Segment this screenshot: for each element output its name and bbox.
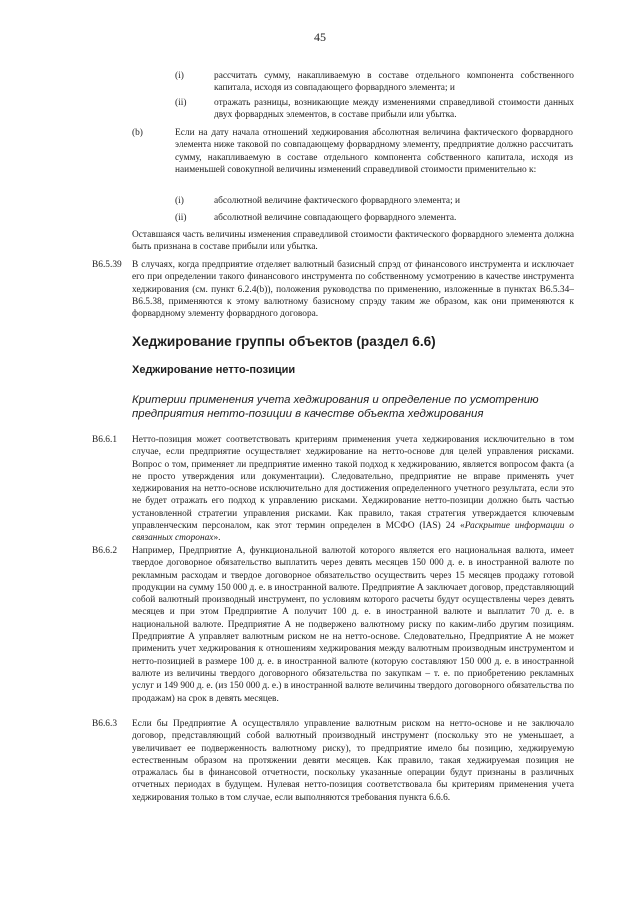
remaining-text: Оставшаяся часть величины изменения справедливой стоимости фактического форвардного элемента должна быть признана в составе прибыли или убытка. — [132, 230, 574, 253]
paragraph-text — [132, 434, 574, 545]
item-text: Если на дату начала отношений хеджирования абсолютная величина фактического форвардного элемента ниже таковой по совпадающему форвардному элементу, предприятие должно рассчитать сумму, накапливаемую в составе отдельного компонента собственного капитала, исходя из наименьшей совокупной величины изменений справедливой стоимости применительно к: — [175, 128, 573, 175]
item-label: (ii) — [175, 98, 187, 108]
standard-title: Раскрытие информации о связанных сторонах — [132, 521, 574, 544]
paragraph-number: B6.6.3 — [92, 719, 118, 729]
item-text: абсолютной величине фактического форвардного элемента; и — [214, 196, 461, 206]
paragraph-text: В случаях, когда предприятие отделяет валютный базисный спрэд от финансового инструмента и исключает его при определении такого финансового инструмента по собственному усмотрению в качестве инструмента хеджирования (см. пункт 6.2.4(b)), положения руководства по применению, изложенные в пунктах B6.5.34–B6.5.38, применяются к этому валютному базисному спрэду таким же образом, как они применяются к форвардному элементу форвардного договора. — [132, 260, 574, 320]
item-label: (b) — [132, 128, 143, 138]
item-text: абсолютной величине совпадающего форвардного элемента. — [214, 213, 457, 223]
italic-subheading: Критерии применения учета хеджирования и определение по усмотрению предприятия нетто-позиции в качестве объекта хеджирования — [132, 394, 539, 420]
item-text: отражать разницы, возникающие между изменениями справедливой стоимости данных двух форвардных элементов, в составе прибыли или убытка. — [214, 98, 574, 121]
paragraph-text: Например, Предприятие А, функциональной валютой которого является его национальная валюта, имеет твердое договорное обязательство выплатить через девять месяцев 150 000 д. е. в иностранной валюте по рекламным расходам и твердое договорное обязательство осуществить через 15 месяцев продажу готовой продукции на сумму 150 000 д. е. в иностранной валюте. Предприятие А заключает договор, представляющий собой валютный производный инструмент, по условиям которого расчеты будут осуществлены через девять месяцев и при этом Предприятие А получит 100 д. е. в иностранной валюте и выплатит 70 д. е. в национальной валюте. Предприятие А не подвержено валютному риску по каким-либо другим позициям. Предприятие А управляет валютным риском не на нетто-основе. Следовательно, Предприятие А не может применить учет хеджирования к отношениям хеджирования между валютным производным инструментом и нетто-позицией в размере 100 д. е. в иностранной валюте (которую составляют 150 000 д. е. в иностранной валюте из величины твердого договорного обязательства по закупкам – т. е. по приобретению рекламных услуг и 149 900 д. е. (из 150 000 д. е.) в иностранной валюте величины твердого договорного обязательства по продажам) на срок в девять месяцев. — [132, 546, 574, 704]
paragraph-text-main: Нетто-позиция может соответствовать критериям применения учета хеджирования исключительно в том случае, если предприятие осуществляет хеджирование на нетто-основе для целей управления рисками. Вопрос о том, применяет ли предприятие именно такой подход к хеджированию, является вопросом факта (а не просто утверждения или документации). Следовательно, предприятие не вправе применять учет хеджирования на нетто-основе исключительно для достижения определенного учетного результата, если это не будет отражать его подход к управлению рисками. Хеджирование нетто-позиции должно быть частью установленной стратегии управления рисками. Как правило, такая стратегия утверждается ключевым управленческим персоналом, как этот термин определен в МСФО (IAS) 24 « — [132, 435, 574, 532]
item-label: (i) — [175, 196, 184, 206]
paragraph-text-end: ». — [213, 533, 221, 544]
page-number: 45 — [314, 30, 326, 44]
section-heading: Хеджирование группы объектов (раздел 6.6) — [132, 334, 436, 349]
subsection-heading: Хеджирование нетто-позиции — [132, 364, 296, 376]
paragraph-number: B6.5.39 — [92, 260, 122, 270]
item-text: рассчитать сумму, накапливаемую в составе отдельного компонента собственного капитала, исходя из совпадающего форвардного элемента; и — [214, 71, 574, 94]
item-label: (ii) — [175, 213, 187, 223]
paragraph-number: B6.6.1 — [92, 435, 118, 445]
paragraph-number: B6.6.2 — [92, 546, 118, 556]
item-label: (i) — [175, 71, 184, 81]
paragraph-text: Если бы Предприятие А осуществляло управление валютным риском на нетто-основе и не заключало договор, представляющий собой валютный производный инструмент (поскольку это не уменьшает, а увеличивает ее подверженность валютному риску), то предприятие имело бы позицию, хеджируемую естественным образом на протяжении девяти месяцев. Как правило, такая хеджируемая позиция не отражалась бы в финансовой отчетности, поскольку указанные операции будут признаны в различных отчетных периодах в будущем. Нулевая нетто-позиция соответствовала бы критериям применения учета хеджирования только в том случае, если выполняются требования пункта 6.6.6. — [132, 719, 574, 803]
